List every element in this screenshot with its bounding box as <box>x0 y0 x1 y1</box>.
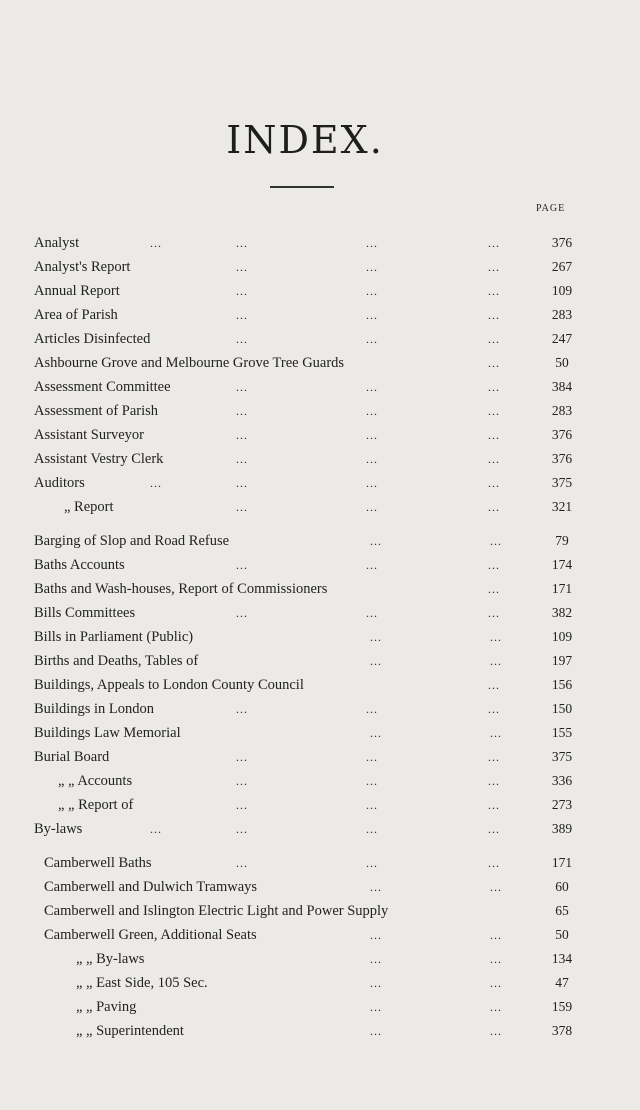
index-entry <box>0 376 640 398</box>
dot-leader: ... <box>370 952 382 966</box>
dot-leader: ... <box>490 928 502 942</box>
dot-leader: ... <box>236 428 248 442</box>
dot-leader: ... <box>366 606 378 620</box>
entry-label: Assistant Surveyor <box>34 427 144 443</box>
entry-page-number: 171 <box>551 855 573 870</box>
dot-leader: ... <box>366 500 378 514</box>
index-entry <box>0 924 640 946</box>
dot-leader: ... <box>488 750 500 764</box>
index-entry <box>0 770 640 792</box>
entry-page-number: 134 <box>551 951 573 966</box>
entry-label: Bills Committees <box>34 605 136 621</box>
dot-leader: ... <box>236 236 248 250</box>
index-entry <box>0 328 640 350</box>
dot-leader: ... <box>488 822 500 836</box>
dot-leader: ... <box>490 630 502 644</box>
index-entry <box>0 818 640 840</box>
entry-page-number: 378 <box>551 1023 573 1038</box>
entry-page-number: 171 <box>551 581 573 596</box>
index-entry <box>0 578 640 600</box>
dot-leader: ... <box>366 798 378 812</box>
page-title: INDEX. <box>226 118 384 162</box>
dot-leader: ... <box>490 880 502 894</box>
dot-leader: ... <box>370 726 382 740</box>
entry-page-number: 79 <box>555 533 569 548</box>
index-entry <box>0 996 640 1018</box>
dot-leader: ... <box>488 380 500 394</box>
dot-leader: ... <box>490 654 502 668</box>
dot-leader: ... <box>488 606 500 620</box>
index-entry <box>0 876 640 898</box>
page-column-label: PAGE <box>536 203 566 214</box>
entry-label: „ „ Paving <box>76 999 137 1015</box>
dot-leader: ... <box>236 856 248 870</box>
index-entry <box>0 530 640 552</box>
dot-leader: ... <box>370 928 382 942</box>
dot-leader: ... <box>366 284 378 298</box>
index-entry <box>0 852 640 874</box>
dot-leader: ... <box>370 654 382 668</box>
entry-page-number: 389 <box>551 821 573 836</box>
dot-leader: ... <box>488 332 500 346</box>
index-entry <box>0 746 640 768</box>
entry-label: „ „ East Side, 105 Sec. <box>76 975 208 991</box>
dot-leader: ... <box>488 236 500 250</box>
entry-label: Assessment Committee <box>34 379 171 395</box>
entry-page-number: 376 <box>551 235 573 250</box>
entry-label: „ Report <box>64 499 114 515</box>
entry-page-number: 60 <box>555 879 569 894</box>
dot-leader: ... <box>366 750 378 764</box>
entry-page-number: 375 <box>551 749 573 764</box>
entry-label: „ „ Report of <box>58 797 134 813</box>
index-entry <box>0 496 640 518</box>
index-entry <box>0 448 640 470</box>
dot-leader: ... <box>370 534 382 548</box>
index-entry <box>0 698 640 720</box>
dot-leader: ... <box>488 678 500 692</box>
dot-leader: ... <box>236 404 248 418</box>
entry-label: Auditors <box>34 475 85 491</box>
entry-label: Buildings Law Memorial <box>34 725 181 741</box>
dot-leader: ... <box>366 236 378 250</box>
entry-label: Annual Report <box>34 283 120 299</box>
entry-label: Barging of Slop and Road Refuse <box>34 533 230 549</box>
entry-page-number: 283 <box>551 307 573 322</box>
dot-leader: ... <box>236 774 248 788</box>
dot-leader: ... <box>236 452 248 466</box>
dot-leader: ... <box>366 260 378 274</box>
entry-label: Camberwell and Islington Electric Light and Power Supply <box>44 903 389 919</box>
entry-label: Camberwell Green, Additional Seats <box>44 927 257 943</box>
entry-label: Baths and Wash-houses, Report of Commissioners <box>34 581 328 597</box>
entry-page-number: 321 <box>551 499 573 514</box>
entry-label: Births and Deaths, Tables of <box>34 653 199 669</box>
entry-label: Assistant Vestry Clerk <box>34 451 164 467</box>
dot-leader: ... <box>236 476 248 490</box>
dot-leader: ... <box>488 774 500 788</box>
dot-leader: ... <box>488 476 500 490</box>
dot-leader: ... <box>236 558 248 572</box>
dot-leader: ... <box>366 822 378 836</box>
dot-leader: ... <box>366 308 378 322</box>
dot-leader: ... <box>488 500 500 514</box>
entry-label: Camberwell and Dulwich Tramways <box>44 879 258 895</box>
entry-label: Burial Board <box>34 749 110 765</box>
entry-page-number: 384 <box>551 379 573 394</box>
index-entry <box>0 674 640 696</box>
entry-page-number: 47 <box>555 975 569 990</box>
dot-leader: ... <box>488 558 500 572</box>
dot-leader: ... <box>488 798 500 812</box>
dot-leader: ... <box>366 476 378 490</box>
dot-leader: ... <box>236 798 248 812</box>
index-entry <box>0 650 640 672</box>
index-entry <box>0 232 640 254</box>
index-entry <box>0 722 640 744</box>
entry-page-number: 50 <box>555 927 569 942</box>
dot-leader: ... <box>236 822 248 836</box>
entry-label: Analyst <box>34 235 80 251</box>
entry-page-number: 155 <box>551 725 573 740</box>
dot-leader: ... <box>366 856 378 870</box>
dot-leader: ... <box>488 404 500 418</box>
index-entry <box>0 794 640 816</box>
dot-leader: ... <box>236 308 248 322</box>
entry-label: Analyst's Report <box>34 259 131 275</box>
entry-label: Camberwell Baths <box>44 855 152 871</box>
index-entry <box>0 972 640 994</box>
dot-leader: ... <box>236 750 248 764</box>
index-entry <box>0 554 640 576</box>
entry-label: Assessment of Parish <box>34 403 159 419</box>
entry-page-number: 197 <box>551 653 573 668</box>
index-entry <box>0 304 640 326</box>
dot-leader: ... <box>366 332 378 346</box>
entry-page-number: 156 <box>551 677 573 692</box>
dot-leader: ... <box>490 952 502 966</box>
index-entry <box>0 352 640 374</box>
index-entry <box>0 280 640 302</box>
index-entry <box>0 256 640 278</box>
dot-leader: ... <box>370 1000 382 1014</box>
dot-leader: ... <box>236 500 248 514</box>
dot-leader: ... <box>236 380 248 394</box>
entry-label: Buildings, Appeals to London County Council <box>34 677 304 693</box>
index-entry <box>0 900 640 922</box>
index-entry <box>0 424 640 446</box>
dot-leader: ... <box>366 558 378 572</box>
dot-leader: ... <box>488 582 500 596</box>
entry-page-number: 273 <box>551 797 573 812</box>
dot-leader: ... <box>490 976 502 990</box>
entry-page-number: 247 <box>551 331 573 346</box>
dot-leader: ... <box>236 284 248 298</box>
entry-label: By-laws <box>34 821 83 837</box>
entry-page-number: 50 <box>555 355 569 370</box>
dot-leader: ... <box>490 1000 502 1014</box>
dot-leader: ... <box>236 260 248 274</box>
dot-leader: ... <box>490 726 502 740</box>
index-entry <box>0 948 640 970</box>
dot-leader: ... <box>488 308 500 322</box>
dot-leader: ... <box>366 702 378 716</box>
index-entry <box>0 400 640 422</box>
dot-leader: ... <box>366 404 378 418</box>
entry-label: Area of Parish <box>34 307 118 323</box>
entry-page-number: 174 <box>551 557 573 572</box>
entry-page-number: 109 <box>551 629 573 644</box>
entry-label: Buildings in London <box>34 701 155 717</box>
entry-label: „ „ Superintendent <box>76 1023 184 1039</box>
index-entry <box>0 626 640 648</box>
entry-page-number: 336 <box>551 773 573 788</box>
dot-leader: ... <box>366 428 378 442</box>
entry-page-number: 109 <box>551 283 573 298</box>
dot-leader: ... <box>488 284 500 298</box>
entry-page-number: 375 <box>551 475 573 490</box>
dot-leader: ... <box>150 476 162 490</box>
entry-label: Baths Accounts <box>34 557 125 573</box>
entry-page-number: 376 <box>551 427 573 442</box>
entry-page-number: 283 <box>551 403 573 418</box>
index-entry <box>0 472 640 494</box>
entry-page-number: 150 <box>551 701 573 716</box>
dot-leader: ... <box>236 702 248 716</box>
dot-leader: ... <box>150 236 162 250</box>
dot-leader: ... <box>490 534 502 548</box>
entry-label: Articles Disinfected <box>34 331 151 347</box>
entry-page-number: 65 <box>555 903 569 918</box>
entry-label: Bills in Parliament (Public) <box>34 629 194 645</box>
dot-leader: ... <box>366 774 378 788</box>
entry-label: „ „ By-laws <box>76 951 145 967</box>
dot-leader: ... <box>370 630 382 644</box>
dot-leader: ... <box>488 428 500 442</box>
dot-leader: ... <box>488 702 500 716</box>
index-entry <box>0 1020 640 1042</box>
dot-leader: ... <box>488 452 500 466</box>
entry-page-number: 382 <box>551 605 573 620</box>
dot-leader: ... <box>488 856 500 870</box>
dot-leader: ... <box>490 1024 502 1038</box>
dot-leader: ... <box>150 822 162 836</box>
dot-leader: ... <box>488 260 500 274</box>
dot-leader: ... <box>370 880 382 894</box>
entry-page-number: 267 <box>551 259 573 274</box>
dot-leader: ... <box>236 332 248 346</box>
dot-leader: ... <box>366 380 378 394</box>
dot-leader: ... <box>366 452 378 466</box>
entry-page-number: 159 <box>551 999 573 1014</box>
entry-page-number: 376 <box>551 451 573 466</box>
dot-leader: ... <box>370 1024 382 1038</box>
dot-leader: ... <box>236 606 248 620</box>
index-entry <box>0 602 640 624</box>
entry-label: Ashbourne Grove and Melbourne Grove Tree Guards <box>34 355 345 371</box>
dot-leader: ... <box>370 976 382 990</box>
dot-leader: ... <box>488 356 500 370</box>
entry-label: „ „ Accounts <box>58 773 133 789</box>
